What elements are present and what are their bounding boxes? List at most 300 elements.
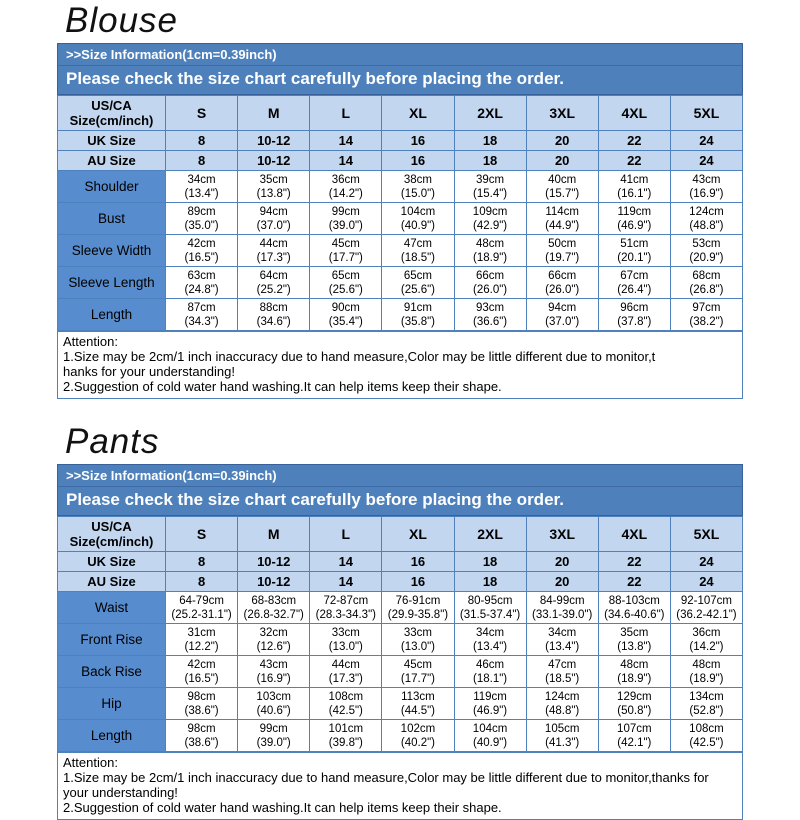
measurement-inch: (18.1") [473, 672, 508, 685]
size-value-cell: 14 [310, 552, 382, 572]
measurement-row [58, 235, 743, 267]
size-value-cell: 10-12 [238, 151, 310, 171]
measurement-cell [238, 235, 310, 267]
measurement-inch: (13.8") [256, 187, 291, 200]
measurement-cell [670, 720, 742, 752]
measurement-inch: (17.3") [328, 672, 363, 685]
measurement-cm: 53cm [692, 237, 721, 250]
size-column-header: 5XL [670, 96, 742, 131]
measurement-cm: 108cm [328, 690, 364, 703]
measurement-cm: 35cm [259, 173, 288, 186]
measurement-inch: (40.2") [400, 736, 435, 749]
measurement-cm: 68cm [692, 269, 721, 282]
measurement-cell [454, 688, 526, 720]
measurement-cell [454, 203, 526, 235]
size-value-cell: 22 [598, 131, 670, 151]
measurement-inch: (37.8") [617, 315, 652, 328]
measurement-cell [670, 624, 742, 656]
measurement-cm: 34cm [476, 626, 505, 639]
measurement-inch: (16.1") [617, 187, 652, 200]
measurement-inch: (12.6") [256, 640, 291, 653]
size-column-header: 4XL [598, 96, 670, 131]
attention-line: Attention: [63, 334, 118, 349]
measurement-cell [310, 688, 382, 720]
table-header-row [58, 517, 743, 552]
measurement-cm: 43cm [259, 658, 288, 671]
size-value-cell: 20 [526, 131, 598, 151]
table-header-row [58, 96, 743, 131]
measurement-cell [310, 299, 382, 331]
size-value-cell: 10-12 [238, 131, 310, 151]
measurement-cell [382, 235, 454, 267]
measurement-cell [166, 299, 238, 331]
measurement-cm: 41cm [620, 173, 649, 186]
measurement-cm: 76-91cm [395, 594, 441, 607]
measurement-row [58, 203, 743, 235]
attention-line: 1.Size may be 2cm/1 inch inaccuracy due to hand measure,Color may be little different due to monitor,t [63, 349, 656, 364]
measurement-cell [670, 592, 742, 624]
measurement-cell [166, 267, 238, 299]
measurement-inch: (50.8") [617, 704, 652, 717]
measurement-inch: (40.9") [400, 219, 435, 232]
measurement-row [58, 299, 743, 331]
measurement-cm: 91cm [403, 301, 432, 314]
measurement-cm: 90cm [331, 301, 360, 314]
measurement-cell [454, 592, 526, 624]
measurement-cell [598, 720, 670, 752]
measurement-inch: (14.2") [689, 640, 724, 653]
measurement-cell [526, 656, 598, 688]
measurement-inch: (15.7") [545, 187, 580, 200]
measurement-cell [310, 720, 382, 752]
pants-size-table [57, 516, 743, 752]
measurement-cell [454, 656, 526, 688]
measurement-cm: 97cm [692, 301, 721, 314]
measurement-inch: (37.0") [545, 315, 580, 328]
measurement-cell [166, 688, 238, 720]
size-value-cell: 18 [454, 151, 526, 171]
measurement-inch: (35.0") [184, 219, 219, 232]
size-value-cell: 10-12 [238, 552, 310, 572]
measurement-cm: 31cm [187, 626, 216, 639]
measurement-cm: 101cm [328, 722, 364, 735]
measurement-inch: (14.2") [328, 187, 363, 200]
measurement-cell [382, 267, 454, 299]
measurement-cm: 63cm [187, 269, 216, 282]
blouse-size-table [57, 95, 743, 331]
measurement-inch: (16.5") [184, 672, 219, 685]
measurement-cell [166, 592, 238, 624]
measurement-inch: (35.4") [328, 315, 363, 328]
measurement-cm: 92-107cm [680, 594, 732, 607]
measurement-inch: (26.0") [473, 283, 508, 296]
measurement-cell [238, 624, 310, 656]
measurement-cm: 38cm [403, 173, 432, 186]
size-column-header: 2XL [454, 96, 526, 131]
measurement-cell [670, 171, 742, 203]
measurement-inch: (25.2") [256, 283, 291, 296]
measurement-inch: (34.6") [256, 315, 291, 328]
measurement-cell [670, 656, 742, 688]
size-column-header: L [310, 96, 382, 131]
measurement-cm: 98cm [187, 722, 216, 735]
measurement-cell [670, 688, 742, 720]
measurement-cm: 48cm [620, 658, 649, 671]
measurement-inch: (36.6") [473, 315, 508, 328]
measurement-cm: 47cm [403, 237, 432, 250]
size-value-cell: 14 [310, 572, 382, 592]
measurement-cell [238, 267, 310, 299]
measurement-cm: 105cm [544, 722, 580, 735]
size-value-cell: 16 [382, 552, 454, 572]
size-column-header: 5XL [670, 517, 742, 552]
measurement-inch: (26.8-32.7") [243, 608, 304, 621]
measurement-cell [454, 235, 526, 267]
measurement-inch: (26.8") [689, 283, 724, 296]
measurement-inch: (16.9") [256, 672, 291, 685]
measurement-cm: 39cm [476, 173, 505, 186]
pants-section [57, 423, 743, 820]
measurement-cell [598, 299, 670, 331]
corner-header-line: US/CA [91, 98, 132, 113]
size-value-cell: 16 [382, 131, 454, 151]
measurement-cm: 36cm [331, 173, 360, 186]
size-info-banner [57, 43, 743, 95]
measurement-cell [382, 656, 454, 688]
measurement-inch: (13.4") [184, 187, 219, 200]
measurement-inch: (20.9") [689, 251, 724, 264]
measurement-cm: 113cm [401, 690, 435, 703]
measurement-cell [454, 171, 526, 203]
measurement-inch: (44.9") [545, 219, 580, 232]
measurement-cm: 64cm [259, 269, 288, 282]
measurement-cell [526, 267, 598, 299]
measurement-cm: 114cm [545, 205, 580, 218]
size-value-cell: 22 [598, 552, 670, 572]
measurement-cell [382, 171, 454, 203]
check-chart-note: Please check the size chart carefully before placing the order. [66, 490, 564, 509]
measurement-cell [526, 720, 598, 752]
measurement-row-label: Front Rise [58, 624, 166, 656]
measurement-inch: (41.3") [545, 736, 580, 749]
size-row [58, 552, 743, 572]
size-value-cell: 24 [670, 151, 742, 171]
size-row-label: UK Size [58, 552, 166, 572]
size-value-cell: 8 [166, 572, 238, 592]
measurement-cm: 93cm [476, 301, 505, 314]
measurement-inch: (28.3-34.3") [315, 608, 376, 621]
size-value-cell: 8 [166, 552, 238, 572]
check-chart-note: Please check the size chart carefully before placing the order. [66, 69, 564, 88]
measurement-row [58, 656, 743, 688]
measurement-inch: (42.5") [689, 736, 724, 749]
measurement-inch: (13.4") [545, 640, 580, 653]
measurement-inch: (39.0") [328, 219, 363, 232]
measurement-inch: (52.8") [689, 704, 724, 717]
measurement-cell [166, 235, 238, 267]
size-value-cell: 20 [526, 552, 598, 572]
measurement-cell [310, 592, 382, 624]
measurement-inch: (48.8") [545, 704, 580, 717]
blouse-title: Blouse [65, 1, 179, 40]
measurement-cell [166, 203, 238, 235]
measurement-row-label: Sleeve Length [58, 267, 166, 299]
measurement-cell [598, 235, 670, 267]
measurement-cell [310, 235, 382, 267]
measurement-row [58, 171, 743, 203]
measurement-inch: (15.4") [473, 187, 508, 200]
attention-line: 1.Size may be 2cm/1 inch inaccuracy due to hand measure,Color may be little different due to monitor,thanks for [63, 770, 709, 785]
size-value-cell: 22 [598, 151, 670, 171]
size-column-header: 3XL [526, 96, 598, 131]
measurement-cell [670, 267, 742, 299]
measurement-row [58, 624, 743, 656]
size-column-header: M [238, 96, 310, 131]
measurement-cm: 44cm [259, 237, 288, 250]
measurement-cm: 65cm [403, 269, 432, 282]
measurement-cm: 88cm [259, 301, 288, 314]
size-value-cell: 18 [454, 572, 526, 592]
measurement-inch: (17.7") [328, 251, 363, 264]
measurement-inch: (13.8") [617, 640, 652, 653]
size-value-cell: 18 [454, 552, 526, 572]
size-column-header: 3XL [526, 517, 598, 552]
measurement-cm: 46cm [476, 658, 505, 671]
measurement-inch: (37.0") [256, 219, 291, 232]
measurement-inch: (38.2") [689, 315, 724, 328]
measurement-cm: 109cm [472, 205, 508, 218]
measurement-row-label: Length [58, 299, 166, 331]
measurement-cell [598, 592, 670, 624]
measurement-row [58, 688, 743, 720]
pants-title: Pants [65, 422, 160, 461]
measurement-cell [238, 688, 310, 720]
measurement-inch: (18.5") [545, 672, 580, 685]
measurement-cm: 48cm [476, 237, 505, 250]
size-column-header: S [166, 96, 238, 131]
measurement-cell [310, 203, 382, 235]
size-column-header: M [238, 517, 310, 552]
size-info-banner [57, 464, 743, 516]
measurement-inch: (48.8") [689, 219, 724, 232]
measurement-inch: (13.0") [328, 640, 363, 653]
measurement-inch: (16.5") [184, 251, 219, 264]
measurement-cm: 42cm [187, 237, 216, 250]
measurement-cell [454, 267, 526, 299]
measurement-cm: 48cm [692, 658, 721, 671]
attention-line: 2.Suggestion of cold water hand washing.It can help items keep their shape. [63, 800, 502, 815]
measurement-inch: (25.2-31.1") [171, 608, 232, 621]
measurement-row-label: Length [58, 720, 166, 752]
measurement-cell [598, 203, 670, 235]
measurement-inch: (19.7") [545, 251, 580, 264]
measurement-inch: (39.0") [256, 736, 291, 749]
measurement-cell [670, 299, 742, 331]
size-column-header: XL [382, 96, 454, 131]
measurement-cell [454, 299, 526, 331]
measurement-cm: 64-79cm [179, 594, 224, 607]
measurement-row-label: Hip [58, 688, 166, 720]
measurement-cm: 50cm [548, 237, 577, 250]
measurement-cell [526, 203, 598, 235]
size-value-cell: 20 [526, 572, 598, 592]
measurement-inch: (36.2-42.1") [676, 608, 737, 621]
measurement-cell [382, 624, 454, 656]
attention-line: Attention: [63, 755, 118, 770]
measurement-cell [382, 203, 454, 235]
measurement-cell [382, 592, 454, 624]
size-column-header: 4XL [598, 517, 670, 552]
size-value-cell: 24 [670, 572, 742, 592]
measurement-cm: 33cm [331, 626, 360, 639]
measurement-cm: 36cm [692, 626, 721, 639]
size-row [58, 151, 743, 171]
measurement-cell [670, 203, 742, 235]
measurement-cm: 67cm [620, 269, 649, 282]
measurement-inch: (26.4") [617, 283, 652, 296]
size-value-cell: 8 [166, 131, 238, 151]
measurement-cell [238, 592, 310, 624]
measurement-inch: (26.0") [545, 283, 580, 296]
measurement-cm: 104cm [472, 722, 508, 735]
measurement-cm: 68-83cm [251, 594, 297, 607]
measurement-cm: 43cm [692, 173, 721, 186]
measurement-cm: 124cm [689, 205, 724, 218]
size-column-header: XL [382, 517, 454, 552]
measurement-inch: (29.9-35.8") [387, 608, 449, 621]
size-value-cell: 20 [526, 151, 598, 171]
corner-header-line: Size(cm/inch) [69, 113, 154, 128]
size-value-cell: 24 [670, 131, 742, 151]
size-row-label: UK Size [58, 131, 166, 151]
size-value-cell: 24 [670, 552, 742, 572]
measurement-row-label: Waist [58, 592, 166, 624]
measurement-inch: (31.5-37.4") [459, 608, 521, 621]
measurement-cm: 42cm [187, 658, 216, 671]
measurement-cell [382, 688, 454, 720]
measurement-cell [598, 624, 670, 656]
measurement-cm: 34cm [187, 173, 216, 186]
size-info-heading: >>Size Information(1cm=0.39inch) [58, 465, 742, 487]
size-column-header: L [310, 517, 382, 552]
measurement-cm: 45cm [331, 237, 360, 250]
measurement-cm: 72-87cm [323, 594, 369, 607]
measurement-cell [526, 624, 598, 656]
measurement-inch: (42.9") [473, 219, 508, 232]
measurement-cm: 134cm [689, 690, 724, 703]
measurement-inch: (17.7") [400, 672, 435, 685]
measurement-row-label: Shoulder [58, 171, 166, 203]
measurement-row-label: Back Rise [58, 656, 166, 688]
measurement-cell [238, 203, 310, 235]
measurement-inch: (35.8") [400, 315, 435, 328]
measurement-cm: 102cm [400, 722, 436, 735]
measurement-inch: (16.9") [689, 187, 724, 200]
measurement-cm: 89cm [187, 205, 216, 218]
measurement-cm: 40cm [548, 173, 577, 186]
size-value-cell: 16 [382, 572, 454, 592]
size-value-cell: 10-12 [238, 572, 310, 592]
measurement-inch: (42.5") [328, 704, 363, 717]
measurement-inch: (17.3") [256, 251, 291, 264]
blouse-section [57, 2, 743, 399]
measurement-inch: (39.8") [328, 736, 363, 749]
measurement-inch: (40.6") [256, 704, 291, 717]
measurement-cm: 45cm [403, 658, 432, 671]
measurement-cm: 34cm [548, 626, 577, 639]
measurement-inch: (46.9") [617, 219, 652, 232]
measurement-cell [238, 299, 310, 331]
measurement-cell [598, 171, 670, 203]
measurement-cm: 99cm [259, 722, 288, 735]
corner-header-line: US/CA [91, 519, 132, 534]
measurement-cell [310, 624, 382, 656]
measurement-row [58, 720, 743, 752]
measurement-cell [526, 688, 598, 720]
measurement-cell [238, 656, 310, 688]
attention-box [57, 752, 743, 820]
measurement-cm: 32cm [259, 626, 288, 639]
measurement-cell [166, 656, 238, 688]
measurement-cell [166, 624, 238, 656]
size-value-cell: 18 [454, 131, 526, 151]
measurement-cell [526, 235, 598, 267]
size-row-label: AU Size [58, 572, 166, 592]
size-value-cell: 22 [598, 572, 670, 592]
measurement-cell [382, 299, 454, 331]
measurement-cm: 107cm [617, 722, 652, 735]
measurement-cell [382, 720, 454, 752]
measurement-cell [238, 720, 310, 752]
corner-header-line: Size(cm/inch) [69, 534, 154, 549]
measurement-cell [526, 299, 598, 331]
size-column-header: 2XL [454, 517, 526, 552]
measurement-inch: (18.5") [400, 251, 435, 264]
size-column-header: S [166, 517, 238, 552]
measurement-cell [310, 656, 382, 688]
measurement-inch: (18.9") [689, 672, 724, 685]
measurement-cell [526, 171, 598, 203]
measurement-row-label: Sleeve Width [58, 235, 166, 267]
measurement-cm: 44cm [331, 658, 360, 671]
measurement-cm: 66cm [476, 269, 505, 282]
measurement-cm: 99cm [331, 205, 360, 218]
measurement-cm: 33cm [403, 626, 432, 639]
corner-header-cell [58, 96, 166, 131]
measurement-inch: (44.5") [400, 704, 435, 717]
measurement-cell [670, 235, 742, 267]
measurement-inch: (13.4") [473, 640, 508, 653]
size-row [58, 572, 743, 592]
measurement-row-label: Bust [58, 203, 166, 235]
measurement-cell [310, 171, 382, 203]
measurement-inch: (46.9") [473, 704, 508, 717]
measurement-row [58, 592, 743, 624]
measurement-cm: 88-103cm [608, 594, 660, 607]
measurement-cm: 103cm [256, 690, 291, 703]
measurement-cell [166, 720, 238, 752]
measurement-cm: 119cm [617, 205, 652, 218]
measurement-inch: (24.8") [184, 283, 219, 296]
size-info-heading: >>Size Information(1cm=0.39inch) [58, 44, 742, 66]
size-value-cell: 8 [166, 151, 238, 171]
measurement-inch: (20.1") [617, 251, 652, 264]
measurement-cell [598, 656, 670, 688]
measurement-inch: (12.2") [184, 640, 219, 653]
size-row [58, 131, 743, 151]
attention-line: your understanding! [63, 785, 178, 800]
measurement-cm: 108cm [689, 722, 724, 735]
